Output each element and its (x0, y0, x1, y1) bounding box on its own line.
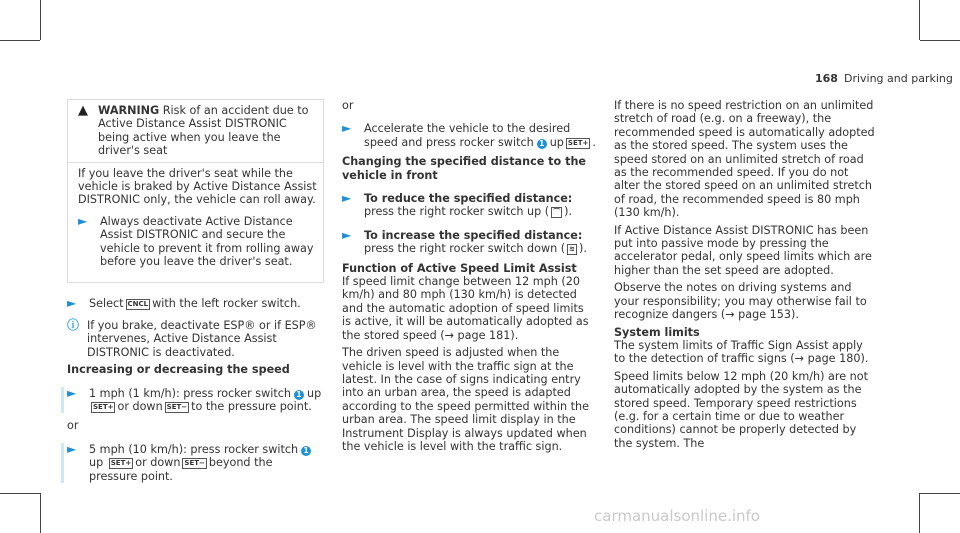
arrow-right-icon: ► (78, 213, 88, 228)
paragraph: Speed limits below 12 mph (20 km/h) are not automatically adopted by the system as the stored speed. Temporary speed restrictions (e.g. for a certain time or due to weather conditions) cannot be properly detected by the system. The (614, 369, 868, 450)
distance-increase-icon: ≋ (569, 245, 576, 254)
column-2 (342, 99, 596, 457)
column-1 (67, 99, 324, 489)
arrow-right-icon: ► (342, 227, 352, 242)
step-5mph: ► 5 mph (10 km/h): press rocker switch 1up SET+ or down SET− beyond the pressure point. (61, 443, 324, 483)
crop-mark (40, 493, 41, 533)
set-minus-key-icon: SET− (166, 402, 188, 411)
step-accelerate: ► Accelerate the vehicle to the desired speed and press rocker switch 1 up SET+ . (342, 121, 596, 149)
paragraph: If speed limit change between 12 mph (20 km/h) and 80 mph (130 km/h) is detected and the automatic adoption of speed limits is active, it will be automatically adopted as the stored speed (→ page 181). (342, 275, 589, 342)
warning-label: WARNING (98, 104, 160, 117)
watermark: carmanualsonline.info (594, 507, 760, 525)
crop-mark (920, 40, 960, 41)
callout-1: 1 (301, 446, 311, 456)
cncl-key-icon: CNCL (127, 300, 149, 309)
section-heading: System limits (614, 325, 700, 339)
paragraph: The driven speed is adjusted when the vehicle is level with the traffic sign at the latest. In the case of signs indicating entry into an urban area, the speed is adapted according to the speed permitted within the urban area. The speed limit display in the Instrument Display is always updated when the vehicle is level with the traffic sign. (342, 346, 589, 453)
or-text: or (67, 419, 79, 433)
arrow-right-icon: ► (67, 441, 77, 456)
warning-triangle-icon: ▲ (78, 103, 88, 118)
arrow-right-icon: ► (67, 385, 77, 400)
warning-box (67, 99, 324, 283)
crop-mark (919, 0, 920, 40)
step-1mph: ► 1 mph (1 km/h): press rocker switch 1 up SET+ or down SET− to the pressure point. (61, 387, 324, 414)
paragraph: Observe the notes on driving systems and your responsibility; you may otherwise fail to recognize dangers (→ page 153). (614, 281, 867, 322)
paragraph: If there is no speed restriction on an unlimited stretch of road (e.g. on a freeway), the recommended speed is automatically adopted as the stored speed. The system uses the speed stored on an unlimited stretch of road as the recommended speed. If you do not alter the stored speed on an unlimited stretch of road, the recommended speed is 80 mph (130 km/h). (614, 99, 875, 220)
crop-mark (919, 493, 920, 533)
set-plus-key-icon: SET+ (110, 459, 132, 468)
set-minus-key-icon: SET− (184, 459, 205, 468)
or-text: or (342, 99, 354, 112)
warning-step: Always deactivate Active Distance Assist DISTRONIC and secure the vehicle to prevent it from rolling away before you leave the driver's seat. (100, 214, 314, 269)
page-header (815, 72, 953, 85)
crop-mark (920, 493, 960, 494)
paragraph: If Active Distance Assist DISTRONIC has been put into passive mode by pressing the accelerator pedal, only speed limits which are higher than the set speed are adopted. (614, 223, 872, 277)
step-reduce-distance: ► To reduce the specified distance: press the right rocker switch up ( ⌒ ). (342, 191, 573, 219)
info-note: ⓘ If you brake, deactivate ESP® or if ESP® intervenes, Active Distance Assist DISTRONIC is deactivated. (67, 317, 317, 359)
page-number: 168 (815, 72, 838, 85)
section-heading: Increasing or decreasing the speed (67, 363, 290, 377)
section-heading: Changing the specified distance to the vehicle in front (342, 155, 587, 182)
crop-mark (0, 40, 40, 41)
step-increase-distance: ► To increase the specified distance: press the right rocker switch down ( ≋ ). (342, 227, 587, 256)
callout-1: 1 (294, 390, 304, 400)
select-step: Select CNCL with the left rocker switch. (89, 297, 301, 311)
arrow-right-icon: ► (67, 296, 77, 311)
section-title: Driving and parking (843, 72, 953, 85)
callout-1: 1 (537, 139, 547, 149)
column-3 (614, 99, 876, 454)
arrow-right-icon: ► (342, 191, 352, 206)
set-plus-key-icon: SET+ (567, 138, 589, 147)
set-plus-key-icon: SET+ (93, 402, 114, 411)
warning-text: Risk of an accident due to Active Distance Assist DISTRONIC being active when you leave the driver's seat (98, 104, 309, 158)
paragraph: The system limits of Traffic Sign Assist apply to the detection of traffic signs (→ page 180). (614, 338, 869, 366)
arrow-right-icon: ► (342, 121, 352, 136)
section-heading: Function of Active Speed Limit Assist (342, 261, 577, 275)
crop-mark (0, 493, 40, 494)
warning-body: If you leave the driver's seat while the vehicle is braked by Active Distance Assist DISTRONIC only, the vehicle can roll away. (78, 166, 317, 207)
crop-mark (40, 0, 41, 40)
distance-reduce-icon: ⌒ (553, 208, 561, 217)
info-icon: ⓘ (67, 317, 80, 332)
